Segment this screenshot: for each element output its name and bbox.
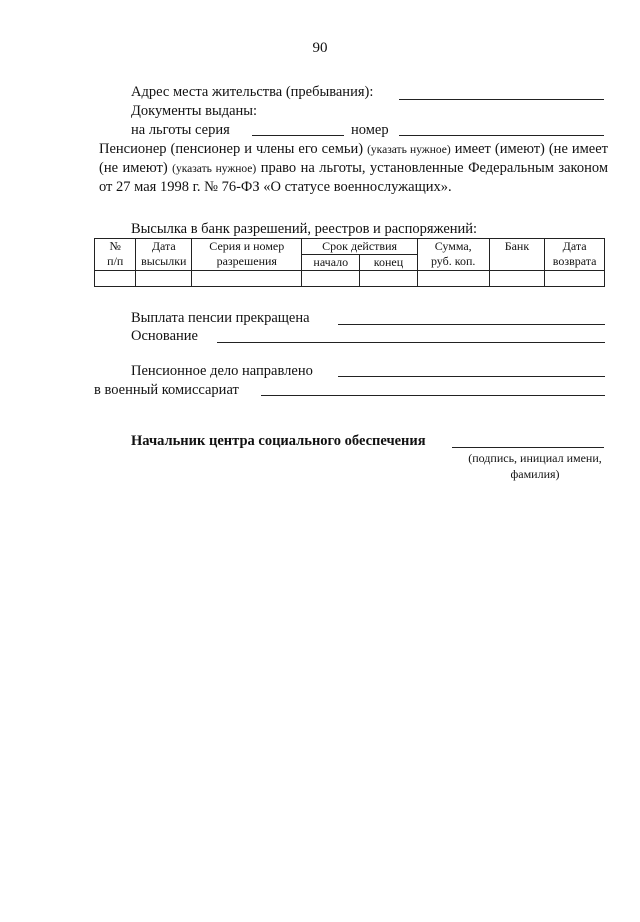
signature-field[interactable]	[452, 447, 604, 448]
series-field[interactable]	[252, 135, 344, 136]
pension-stopped-label: Выплата пенсии прекращена	[131, 310, 310, 326]
table-row	[95, 271, 605, 287]
table-cell[interactable]	[136, 271, 192, 287]
basis-label: Основание	[131, 328, 198, 344]
signature-caption-line1: (подпись, инициал имени,	[468, 451, 602, 465]
commissariat-field[interactable]	[261, 395, 605, 396]
table-cell[interactable]	[545, 271, 605, 287]
benefits-paragraph	[99, 140, 608, 196]
table-cell[interactable]	[489, 271, 545, 287]
signature-caption-line2: фамилия)	[510, 467, 560, 481]
benefits-series-label: на льготы серия	[131, 122, 230, 138]
basis-field[interactable]	[217, 342, 605, 343]
col-period-header: Срок действия	[302, 239, 417, 255]
table-cell[interactable]	[417, 271, 489, 287]
bank-section-title: Высылка в банк разрешений, реестров и распоряжений:	[131, 221, 478, 237]
paragraph-part1: Пенсионер (пенсионер и члены его семьи)	[99, 141, 364, 157]
col-no-header: № п/п	[95, 239, 136, 271]
table-header-row	[95, 239, 605, 255]
address-label: Адрес места жительства (пребывания):	[131, 84, 374, 100]
col-end-header: конец	[360, 255, 418, 271]
number-field[interactable]	[399, 135, 604, 136]
commissariat-label: в военный комиссариат	[94, 382, 239, 398]
table-cell[interactable]	[192, 271, 302, 287]
col-date-header: Дата высылки	[136, 239, 192, 271]
case-sent-field[interactable]	[338, 376, 605, 377]
paragraph-part3: право на льготы, установленные Федеральным законом от 27 мая 1998 г. № 76-ФЗ «О статусе военнослужащих».	[99, 160, 609, 195]
paragraph-part2: имеет (имеют) (не имеет (не имеют)	[99, 141, 609, 176]
col-series-header: Серия и номер разрешения	[192, 239, 302, 271]
bank-table	[94, 238, 605, 287]
paragraph-note2: (указать нужное)	[172, 163, 257, 175]
col-sum-header: Сумма, руб. коп.	[417, 239, 489, 271]
table-cell[interactable]	[360, 271, 418, 287]
number-label: номер	[351, 122, 389, 138]
pension-stopped-field[interactable]	[338, 324, 605, 325]
paragraph-note1: (указать нужное)	[367, 144, 451, 156]
col-start-header: начало	[302, 255, 360, 271]
col-return-header: Дата возврата	[545, 239, 605, 271]
table-cell[interactable]	[95, 271, 136, 287]
table-cell[interactable]	[302, 271, 360, 287]
page-number: 90	[312, 40, 328, 56]
col-bank-header: Банк	[489, 239, 545, 271]
case-sent-label: Пенсионное дело направлено	[131, 363, 313, 379]
docs-issued-label: Документы выданы:	[131, 103, 258, 119]
signature-caption	[440, 450, 630, 482]
chief-label: Начальник центра социального обеспечения	[131, 433, 426, 449]
address-field[interactable]	[399, 99, 604, 100]
